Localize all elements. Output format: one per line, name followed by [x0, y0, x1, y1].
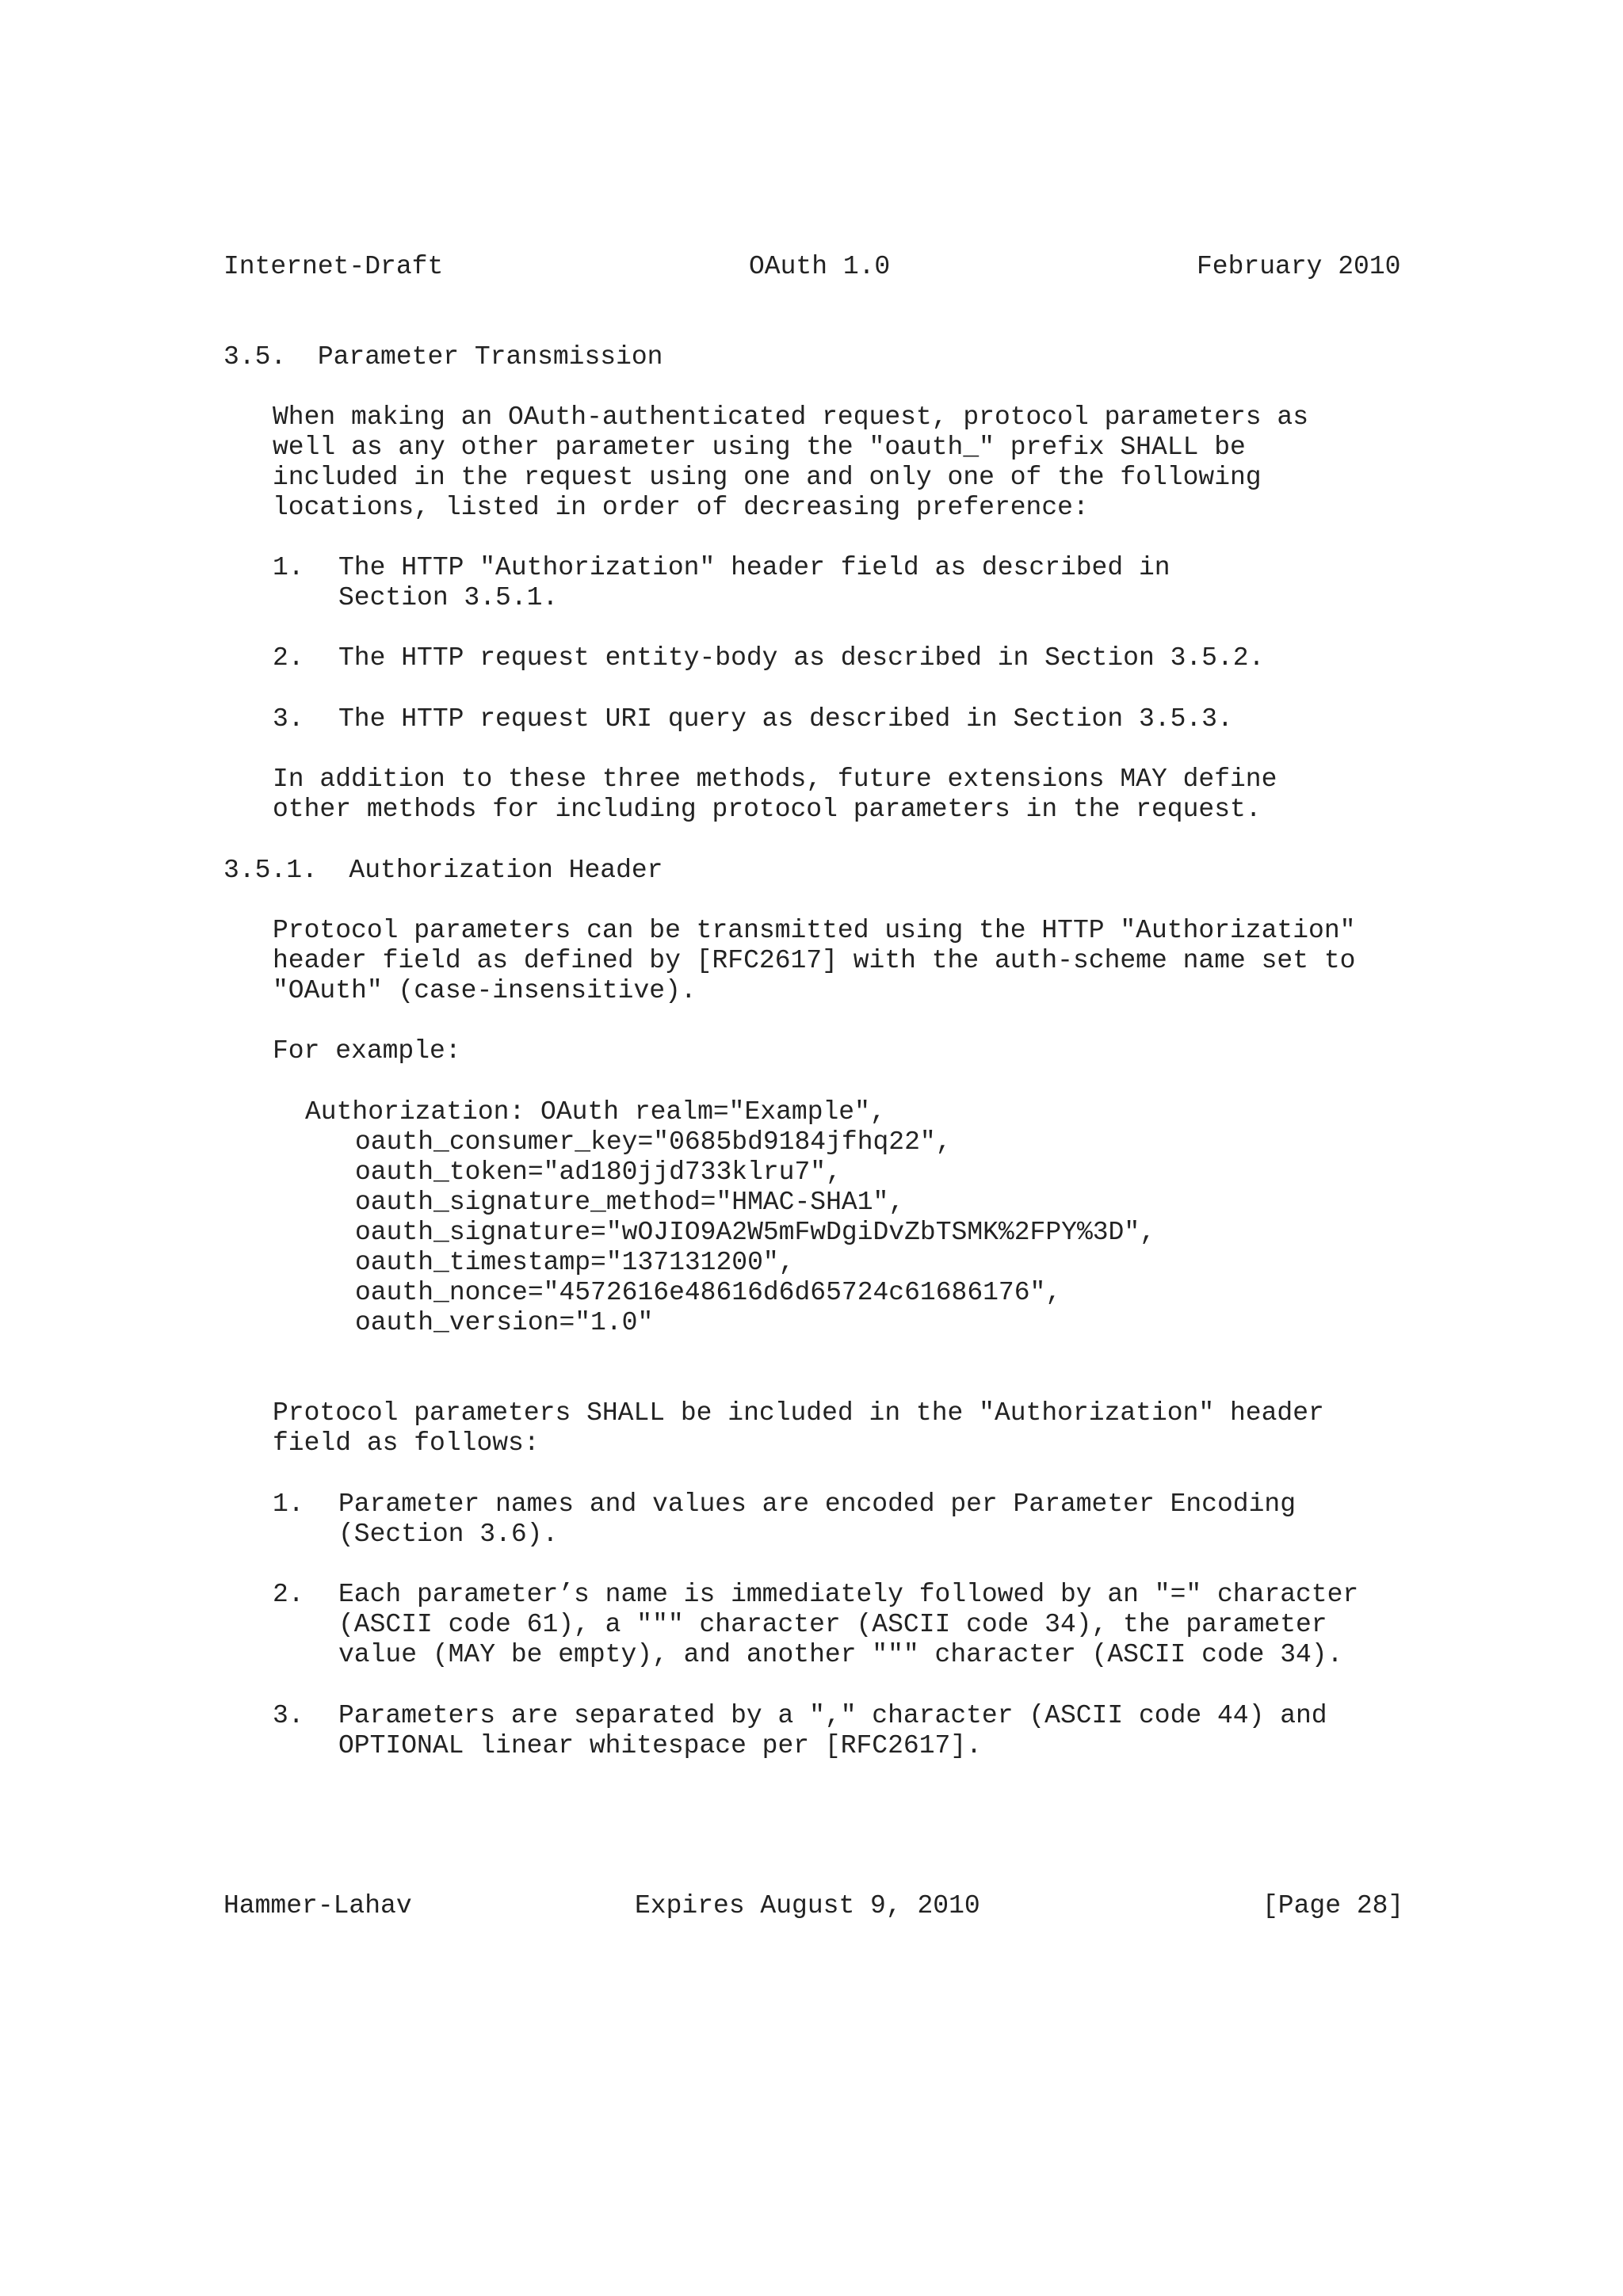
section-3-5-heading: 3.5. Parameter Transmission	[223, 342, 663, 372]
footer-center: Expires August 9, 2010	[635, 1891, 980, 1920]
paragraph-line: Protocol parameters SHALL be included in the "Authorization" header	[273, 1398, 1324, 1428]
list-item-number: 1.	[273, 553, 304, 582]
example-code-line: oauth_timestamp="137131200",	[355, 1248, 795, 1277]
list-item-text: (ASCII code 61), a """ character (ASCII code 34), the parameter	[338, 1610, 1327, 1639]
paragraph-line: When making an OAuth-authenticated request, protocol parameters as	[273, 402, 1309, 432]
paragraph-line: "OAuth" (case-insensitive).	[273, 976, 697, 1005]
example-label: For example:	[273, 1036, 461, 1066]
example-code-line: oauth_signature_method="HMAC-SHA1",	[355, 1188, 905, 1217]
example-code-line: oauth_version="1.0"	[355, 1308, 654, 1337]
list-item-text: Parameter names and values are encoded per Parameter Encoding	[338, 1489, 1296, 1519]
header-right: February 2010	[1197, 252, 1401, 281]
example-code-line: oauth_token="ad180jjd733klru7",	[355, 1158, 842, 1187]
header-center: OAuth 1.0	[749, 252, 891, 281]
header-left: Internet-Draft	[223, 252, 444, 281]
paragraph-line: included in the request using one and only one of the following	[273, 463, 1262, 492]
list-item-text: The HTTP request URI query as described in Section 3.5.3.	[338, 704, 1233, 734]
list-item-number: 3.	[273, 704, 304, 734]
list-item-text: Section 3.5.1.	[338, 583, 559, 612]
list-item-text: OPTIONAL linear whitespace per [RFC2617].	[338, 1731, 982, 1760]
list-item-text: The HTTP request entity-body as described in Section 3.5.2.	[338, 643, 1265, 673]
list-item-number: 3.	[273, 1701, 304, 1730]
list-item-text: value (MAY be empty), and another """ character (ASCII code 34).	[338, 1640, 1343, 1669]
list-item-text: (Section 3.6).	[338, 1520, 559, 1549]
paragraph-line: locations, listed in order of decreasing preference:	[273, 493, 1089, 522]
list-item-text: Each parameter’s name is immediately followed by an "=" character	[338, 1580, 1359, 1609]
list-item-number: 1.	[273, 1489, 304, 1519]
list-item-text: The HTTP "Authorization" header field as described in	[338, 553, 1170, 582]
list-item-number: 2.	[273, 1580, 304, 1609]
list-item-text: Parameters are separated by a "," character (ASCII code 44) and	[338, 1701, 1327, 1730]
footer-left: Hammer-Lahav	[223, 1891, 412, 1920]
paragraph-line: well as any other parameter using the "oauth_" prefix SHALL be	[273, 433, 1246, 462]
example-code-line: oauth_consumer_key="0685bd9184jfhq22",	[355, 1127, 952, 1157]
example-code-line: oauth_signature="wOJIO9A2W5mFwDgiDvZbTSMK%2FPY%3D",	[355, 1218, 1155, 1247]
paragraph-line: other methods for including protocol parameters in the request.	[273, 795, 1262, 824]
paragraph-line: Protocol parameters can be transmitted using the HTTP "Authorization"	[273, 916, 1356, 945]
paragraph-line: field as follows:	[273, 1428, 540, 1458]
list-item-number: 2.	[273, 643, 304, 673]
paragraph-line: In addition to these three methods, future extensions MAY define	[273, 765, 1277, 794]
section-3-5-1-heading: 3.5.1. Authorization Header	[223, 856, 663, 885]
example-code-line: Authorization: OAuth realm="Example",	[305, 1097, 886, 1127]
example-code-line: oauth_nonce="4572616e48616d6d65724c61686176",	[355, 1278, 1062, 1307]
footer-right: [Page 28]	[1262, 1891, 1404, 1920]
paragraph-line: header field as defined by [RFC2617] with the auth-scheme name set to	[273, 946, 1356, 975]
